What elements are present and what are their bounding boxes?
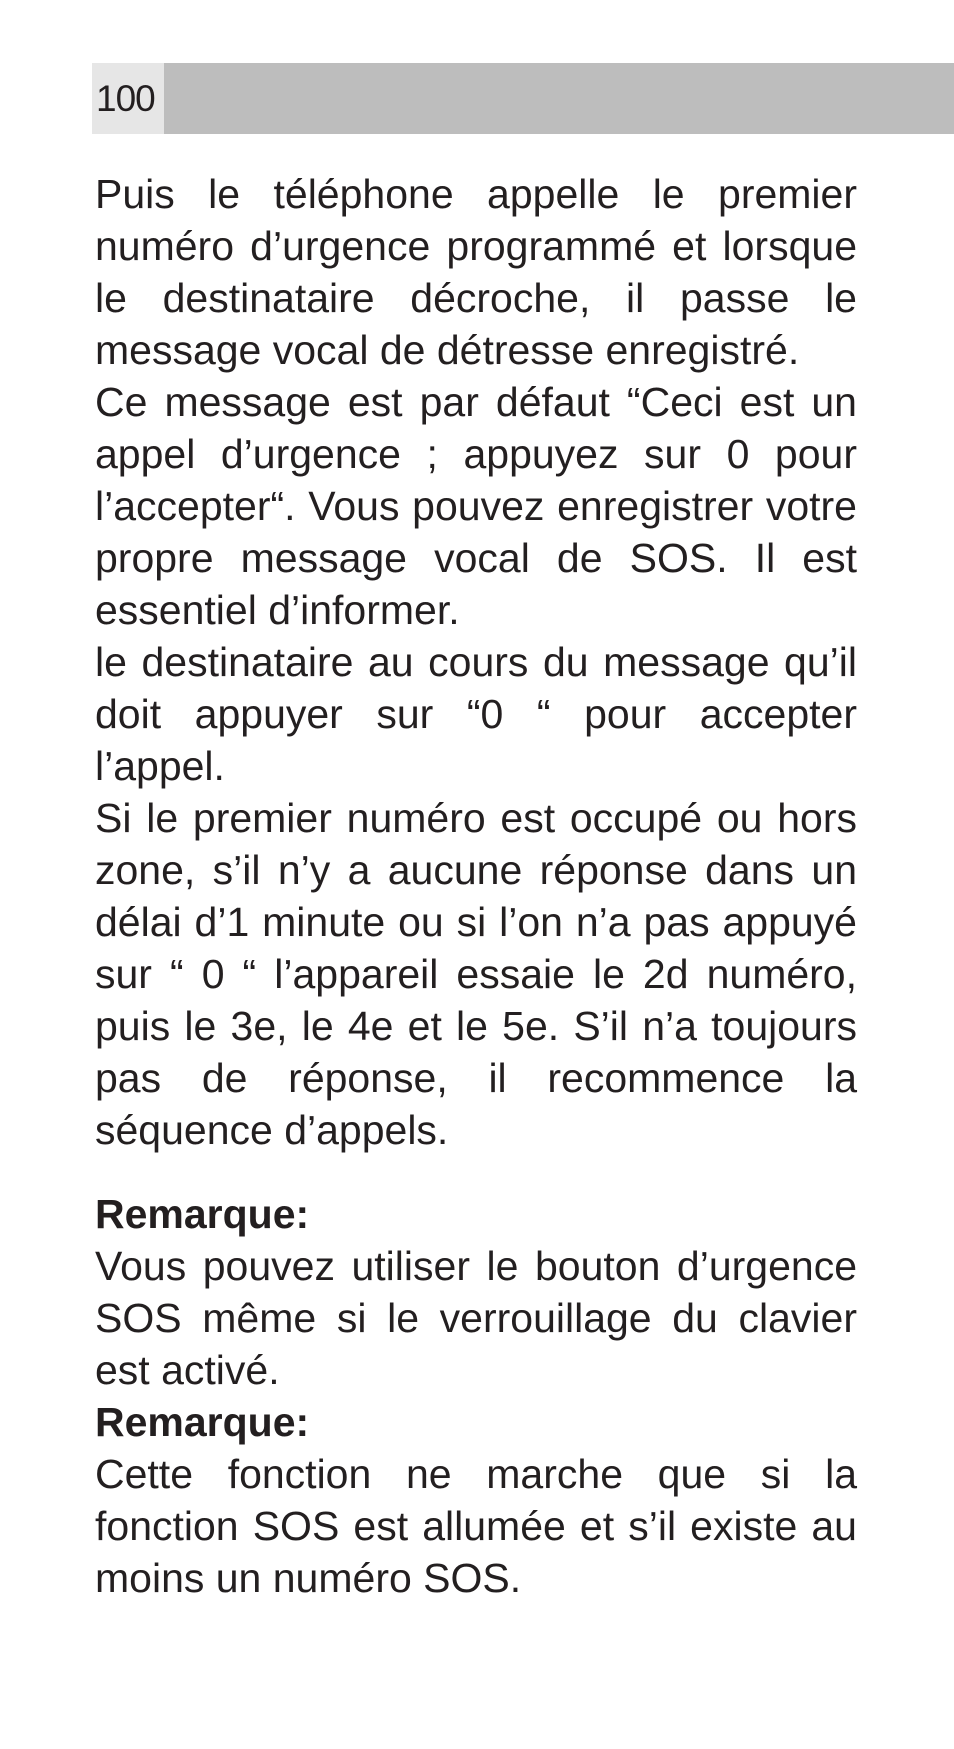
page-number: 100 [92, 63, 164, 134]
page-content [95, 168, 857, 1604]
remark-text-1: Vous pouvez utiliser le bouton d’urgence SOS même si le verrouillage du clavier est activé. [95, 1243, 857, 1393]
remark-text-2: Cette fonction ne marche que si la fonction SOS est allumée et s’il existe au moins un numéro SOS. [95, 1451, 857, 1601]
remark-title-2: Remarque: [95, 1399, 310, 1445]
paragraph-2: Ce message est par défaut “Ceci est un appel d’urgence ; appuyez sur 0 pour l’accepter“. Vous pouvez enregistrer votre propre message vocal de SOS. Il est essentiel d’informer. [95, 379, 857, 633]
paragraph-4: Si le premier numéro est occupé ou hors zone, s’il n’y a aucune réponse dans un délai d’1 minute ou si l’on n’a pas appuyé sur “ 0 “ l’appareil essaie le 2d numéro, puis le 3e, le 4e et le 5e. S’il n’a toujours pas de réponse, il recommence la séquence d’appels. [95, 795, 857, 1153]
page-header-bar [92, 63, 954, 134]
paragraph-3: le destinataire au cours du message qu’il doit appuyer sur “0 “ pour accepter l’appel. [95, 639, 857, 789]
paragraph-1: Puis le téléphone appelle le premier numéro d’urgence programmé et lorsque le destinataire décroche, il passe le message vocal de détresse enregistré. [95, 171, 857, 373]
remark-title-1: Remarque: [95, 1191, 310, 1237]
